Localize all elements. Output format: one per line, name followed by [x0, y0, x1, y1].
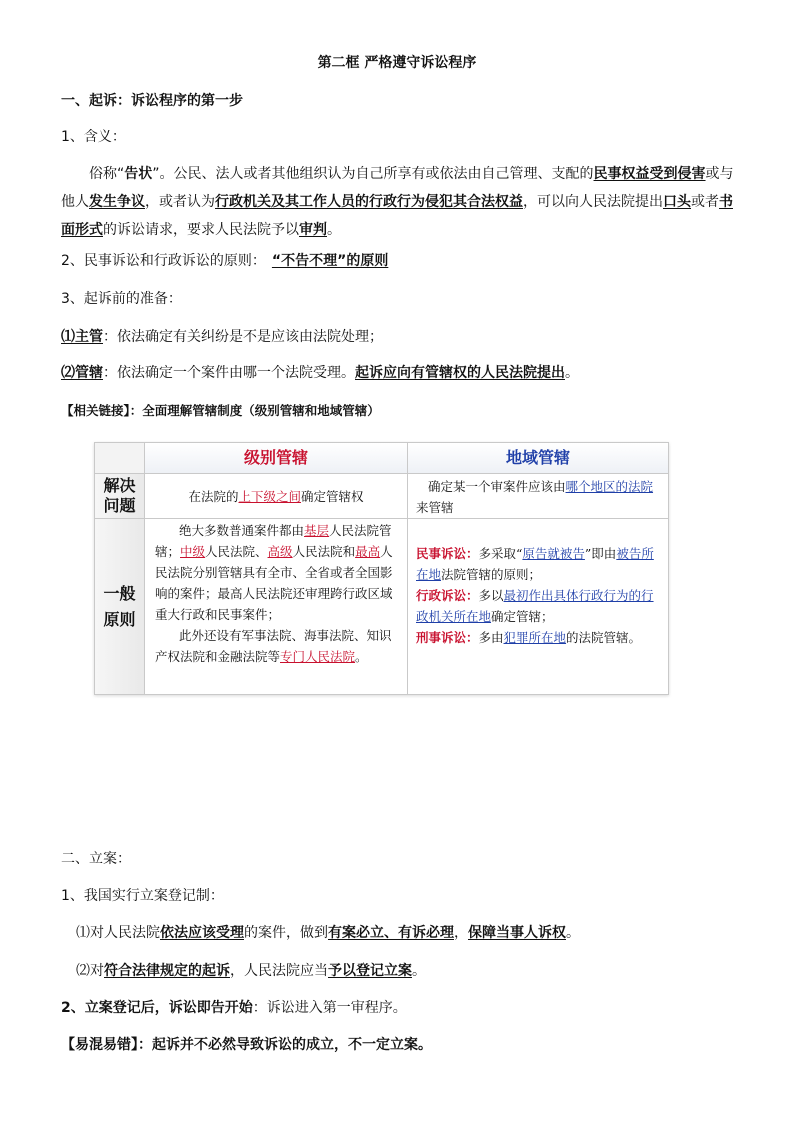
section-1-heading: 一、起诉：诉讼程序的第一步	[61, 93, 243, 109]
section-2-heading: 二、立案：	[61, 851, 131, 867]
item-meaning: 1、含义：	[61, 129, 126, 145]
cell-level-problem: 在法院的上下级之间确定管辖权	[145, 474, 408, 519]
cell-territorial-problem: 确定某一个审案件应该由哪个地区的法院来管辖	[408, 474, 668, 519]
definition-paragraph: 俗称“告状”。公民、法人或者其他组织认为自己所享有或依法由自己管理、支配的民事权益受到侵害或与他人发生争议，或者认为行政机关及其工作人员的行政行为侵犯其合法权益，可以向人民法院提出口头或者书面形式的诉讼请求，要求人民法院予以审判。	[61, 166, 734, 238]
related-link-note: 【相关链接】：全面理解管辖制度（级别管辖和地域管辖）	[61, 403, 380, 418]
preparation-heading: 3、起诉前的准备：	[61, 291, 182, 307]
row-label-general-principle: 一般原则	[95, 519, 145, 694]
common-mistake-note: 【易混易错】：起诉并不必然导致诉讼的成立，不一定立案。	[61, 1037, 432, 1053]
registration-point-1: ⑴对人民法院依法应该受理的案件，做到有案必立、有诉必理，保障当事人诉权。	[76, 925, 580, 941]
header-territorial-jurisdiction: 地域管辖	[408, 443, 668, 474]
registration-point-2: ⑵对符合法律规定的起诉，人民法院应当予以登记立案。	[76, 963, 426, 979]
jurisdiction-table	[94, 442, 669, 695]
row-label-problem: 解决问题	[95, 474, 145, 519]
litigation-start-line: 2、立案登记后，诉讼即告开始：诉讼进入第一审程序。	[61, 1000, 407, 1016]
jurisdiction-competence-line: ⑴主管：依法确定有关纠纷是不是应该由法院处理；	[61, 329, 383, 345]
cell-level-principle: 绝大多数普通案件都由基层人民法院管辖；中级人民法院、高级人民法院和最高人民法院分别管辖具有全市、全省或者全国影响的案件；最高人民法院还审理跨行政区域重大行政和民事案件； 此外还设有军事法院、海事法院、知识产权法院和金融法院等专门人民法院。	[145, 519, 408, 694]
principle-line: 2、民事诉讼和行政诉讼的原则： “不告不理”的原则	[61, 253, 389, 269]
cell-territorial-principle: 民事诉讼：多采取“原告就被告”即由被告所在地法院管辖的原则； 行政诉讼：多以最初作出具体行政行为的行政机关所在地确定管辖； 刑事诉讼：多由犯罪所在地的法院管辖。	[416, 546, 654, 645]
page-title: 第二框 严格遵守诉讼程序	[317, 55, 477, 71]
venue-line: ⑵管辖：依法确定一个案件由哪一个法院受理。起诉应向有管辖权的人民法院提出。	[61, 365, 579, 381]
registration-system-line: 1、我国实行立案登记制：	[61, 888, 224, 904]
table-corner	[95, 443, 145, 474]
header-level-jurisdiction: 级别管辖	[145, 443, 408, 474]
